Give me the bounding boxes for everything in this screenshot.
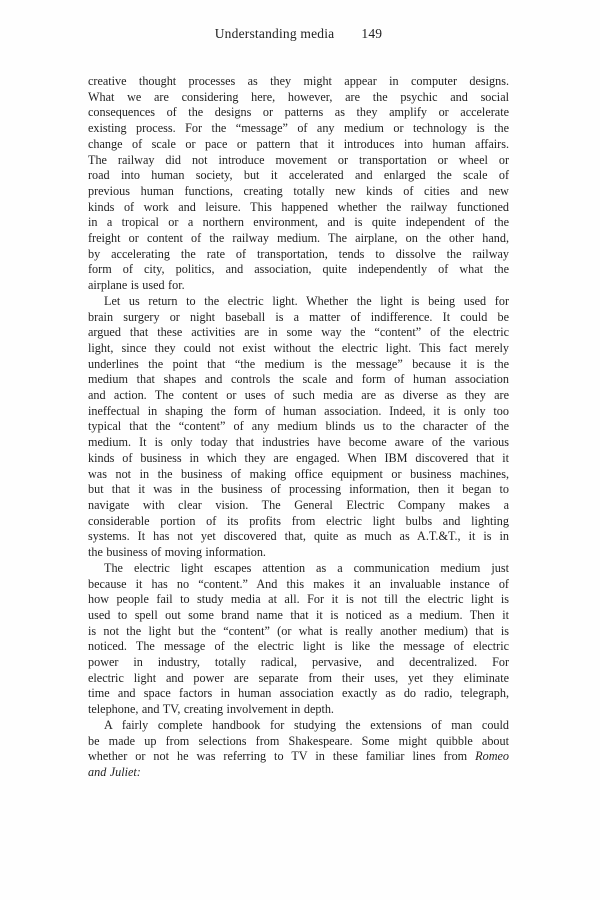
- paragraph: [88, 561, 509, 718]
- text-line: electric light and power are separate from their uses, yet they eliminate: [88, 670, 509, 685]
- text-line: in a tropical or a northern environment, and is quite independent of the: [88, 215, 509, 230]
- text-line: The electric light escapes attention as a communication medium just: [104, 560, 509, 575]
- text-line: underlines the point that “the medium is the message” because it is the: [88, 356, 509, 371]
- text-line: light, since they could not exist without the electric light. This fact merely: [88, 340, 509, 355]
- text-line: but that it was in the business of processing information, then it began to: [88, 482, 509, 497]
- text-line: telephone, and TV, creating involvement in depth.: [88, 702, 334, 717]
- text-line: kinds of business in which they are engaged. When IBM discovered that it: [88, 450, 509, 465]
- book-title-italic: and Juliet:: [88, 764, 141, 779]
- text-line: noticed. The message of the electric light is like the message of electric: [88, 639, 509, 654]
- text-line: creative thought processes as they might appear in computer designs.: [88, 74, 509, 88]
- text-line: What we are considering here, however, are the psychic and social: [88, 89, 509, 104]
- text-line: existing process. For the “message” of any medium or technology is the: [88, 121, 509, 136]
- text-line: navigate with clear vision. The General Electric Company makes a: [88, 497, 509, 512]
- body-text: [88, 74, 509, 781]
- text-line: kinds of work and leisure. This happened whether the railway functioned: [88, 199, 509, 214]
- text-line: systems. It has not yet discovered that, quite as much as A.T.&T., it is in: [88, 529, 509, 544]
- paragraph: [88, 74, 509, 294]
- header-page-number: 149: [361, 26, 383, 41]
- text-line: A fairly complete handbook for studying the extensions of man could: [104, 717, 509, 732]
- text-line: airplane is used for.: [88, 278, 185, 293]
- text-line: [88, 765, 509, 781]
- text-line: The railway did not introduce movement or transportation or wheel or: [88, 152, 509, 167]
- text-line: power in industry, totally radical, pervasive, and decentralized. For: [88, 655, 509, 670]
- text-line: previous human functions, creating totally new kinds of cities and new: [88, 183, 509, 198]
- text-line: medium. It is only today that industries have become aware of the various: [88, 435, 509, 450]
- text-line: consequences of the designs or patterns as they amplify or accelerate: [88, 105, 509, 120]
- header-title: Understanding media: [214, 26, 335, 41]
- text-line: ineffectual in shaping the form of human association. Indeed, it is only too: [88, 403, 509, 418]
- text-line: Let us return to the electric light. Whether the light is being used for: [104, 293, 509, 308]
- text-segment: whether or not he was referring to TV in these familiar lines from: [88, 749, 476, 764]
- text-line: freight or content of the railway medium. The airplane, on the other hand,: [88, 231, 509, 246]
- text-line: brain surgery or night baseball is a matter of indifference. It could be: [88, 309, 509, 324]
- text-line: argued that these activities are in some way the “content” of the electric: [88, 325, 509, 340]
- text-line: by accelerating the rate of transportation, tends to dissolve the railway: [88, 246, 509, 261]
- text-line: used to spell out some brand name that it is noticed as a medium. Then it: [88, 607, 509, 622]
- paragraph: [88, 294, 509, 561]
- text-line: [88, 749, 509, 765]
- text-line: time and space factors in human association exactly as do radio, telegraph,: [88, 686, 509, 701]
- text-line: typical that the “content” of any medium blinds us to the character of the: [88, 419, 509, 434]
- text-line: be made up from selections from Shakespeare. Some might quibble about: [88, 733, 509, 748]
- paragraph: [88, 718, 509, 781]
- text-line: how people fail to study media at all. For it is not till the electric light is: [88, 592, 509, 607]
- text-line: form of city, politics, and association, quite independently of what the: [88, 262, 509, 277]
- book-title-italic: Romeo: [475, 749, 509, 764]
- running-header: [88, 26, 509, 42]
- text-line: was not in the business of making office equipment or business machines,: [88, 466, 509, 481]
- text-line: the business of moving information.: [88, 545, 266, 560]
- text-line: because it has no “content.” And this makes it an invaluable instance of: [88, 576, 509, 591]
- text-line: road into human society, but it accelerated and enlarged the scale of: [88, 168, 509, 183]
- text-line: medium that shapes and controls the scale and form of human association: [88, 372, 509, 387]
- text-line: change of scale or pace or pattern that it introduces into human affairs.: [88, 136, 509, 151]
- text-line: considerable portion of its profits from electric light bulbs and lighting: [88, 513, 509, 528]
- text-line: is not the light but the “content” (or what is really another medium) that is: [88, 623, 509, 638]
- text-line: and action. The content or uses of such media are as diverse as they are: [88, 388, 509, 403]
